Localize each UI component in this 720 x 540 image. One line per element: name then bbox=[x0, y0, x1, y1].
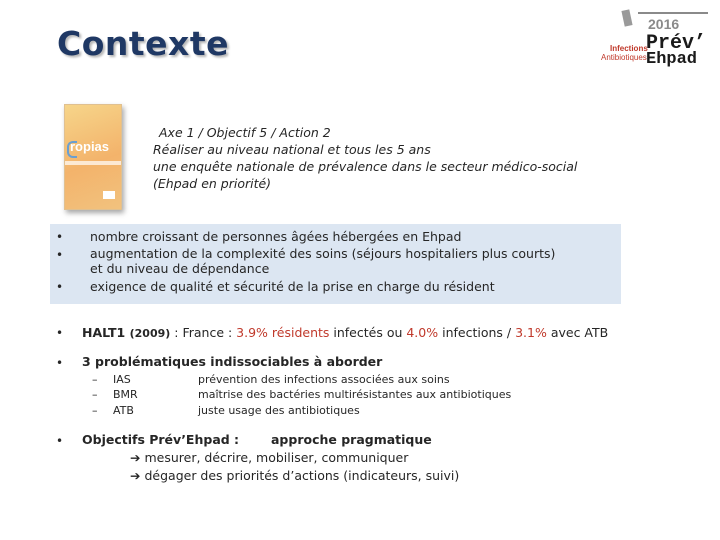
objectifs-approach: approche pragmatique bbox=[271, 432, 432, 447]
dash: – bbox=[92, 404, 98, 417]
dash: – bbox=[92, 373, 98, 386]
problem-desc-bmr: maîtrise des bactéries multirésistantes aux antibiotiques bbox=[198, 388, 512, 401]
propias-book-cover bbox=[64, 104, 122, 210]
box-item-3: exigence de qualité et sécurité de la prise en charge du résident bbox=[90, 279, 495, 294]
arrow-icon: ➔ bbox=[130, 468, 141, 483]
box-item-2a: augmentation de la complexité des soins (séjours hospitaliers plus courts) bbox=[90, 246, 556, 261]
logo-ehpad: Ehpad bbox=[646, 50, 698, 69]
problem-code-atb: ATB bbox=[113, 404, 134, 417]
problem-desc-atb: juste usage des antibiotiques bbox=[198, 404, 360, 417]
axe-line-2: Réaliser au niveau national et tous les 5 ans bbox=[153, 142, 431, 157]
box-item-1: nombre croissant de personnes âgées hébergées en Ehpad bbox=[90, 229, 462, 244]
slide-title: Contexte bbox=[57, 24, 229, 63]
bullet: • bbox=[56, 248, 64, 262]
box-item-2b: et du niveau de dépendance bbox=[90, 261, 270, 276]
problematiques-heading: 3 problématiques indissociables à aborder bbox=[82, 354, 383, 369]
logo-prev: Prév’ bbox=[646, 32, 707, 55]
bullet: • bbox=[56, 434, 64, 448]
objectifs-line-2-text: dégager des priorités d’actions (indicateurs, suivi) bbox=[144, 468, 460, 483]
halt-mid-2: infections / bbox=[438, 325, 516, 340]
book-band bbox=[65, 161, 121, 165]
dash: – bbox=[92, 388, 98, 401]
problem-code-bmr: BMR bbox=[113, 388, 138, 401]
halt-line bbox=[82, 325, 608, 340]
axe-text bbox=[153, 124, 577, 192]
prev-ehpad-logo bbox=[598, 8, 714, 70]
book-label: ropias bbox=[70, 139, 110, 154]
halt-france: : France : bbox=[170, 325, 237, 340]
objectifs-label: Objectifs Prév’Ehpad : bbox=[82, 432, 240, 447]
arrow-icon: ➔ bbox=[130, 450, 141, 465]
logo-antibiotiques: Antibiotiques bbox=[601, 53, 647, 62]
problem-desc-ias: prévention des infections associées aux soins bbox=[198, 373, 450, 386]
halt-pct-infections: 4.0% bbox=[406, 325, 439, 340]
axe-line-1: Axe 1 / Objectif 5 / Action 2 bbox=[159, 125, 331, 140]
halt-pct-residents: 3.9% résidents bbox=[236, 325, 330, 340]
bullet: • bbox=[56, 280, 64, 294]
halt-end: avec ATB bbox=[546, 325, 609, 340]
logo-chimney bbox=[621, 9, 632, 26]
logo-infections: Infections bbox=[610, 44, 648, 53]
bullet: • bbox=[56, 230, 64, 244]
objectifs-line-1-text: mesurer, décrire, mobiliser, communiquer bbox=[144, 450, 409, 465]
problem-code-ias: IAS bbox=[113, 373, 131, 386]
halt-prefix: HALT1 bbox=[82, 325, 130, 340]
halt-pct-atb: 3.1% bbox=[515, 325, 547, 340]
logo-year: 2016 bbox=[648, 16, 680, 32]
axe-line-3: une enquête nationale de prévalence dans le secteur médico-social bbox=[153, 159, 578, 174]
halt-mid-1: infectés ou bbox=[329, 325, 407, 340]
halt-year: (2009) bbox=[129, 327, 171, 340]
objectifs-line-2 bbox=[130, 468, 459, 483]
bullet: • bbox=[56, 326, 64, 340]
bullet: • bbox=[56, 356, 64, 370]
book-flag bbox=[103, 191, 115, 199]
objectifs-line-1 bbox=[130, 450, 408, 465]
axe-line-4: (Ehpad en priorité) bbox=[153, 176, 272, 191]
